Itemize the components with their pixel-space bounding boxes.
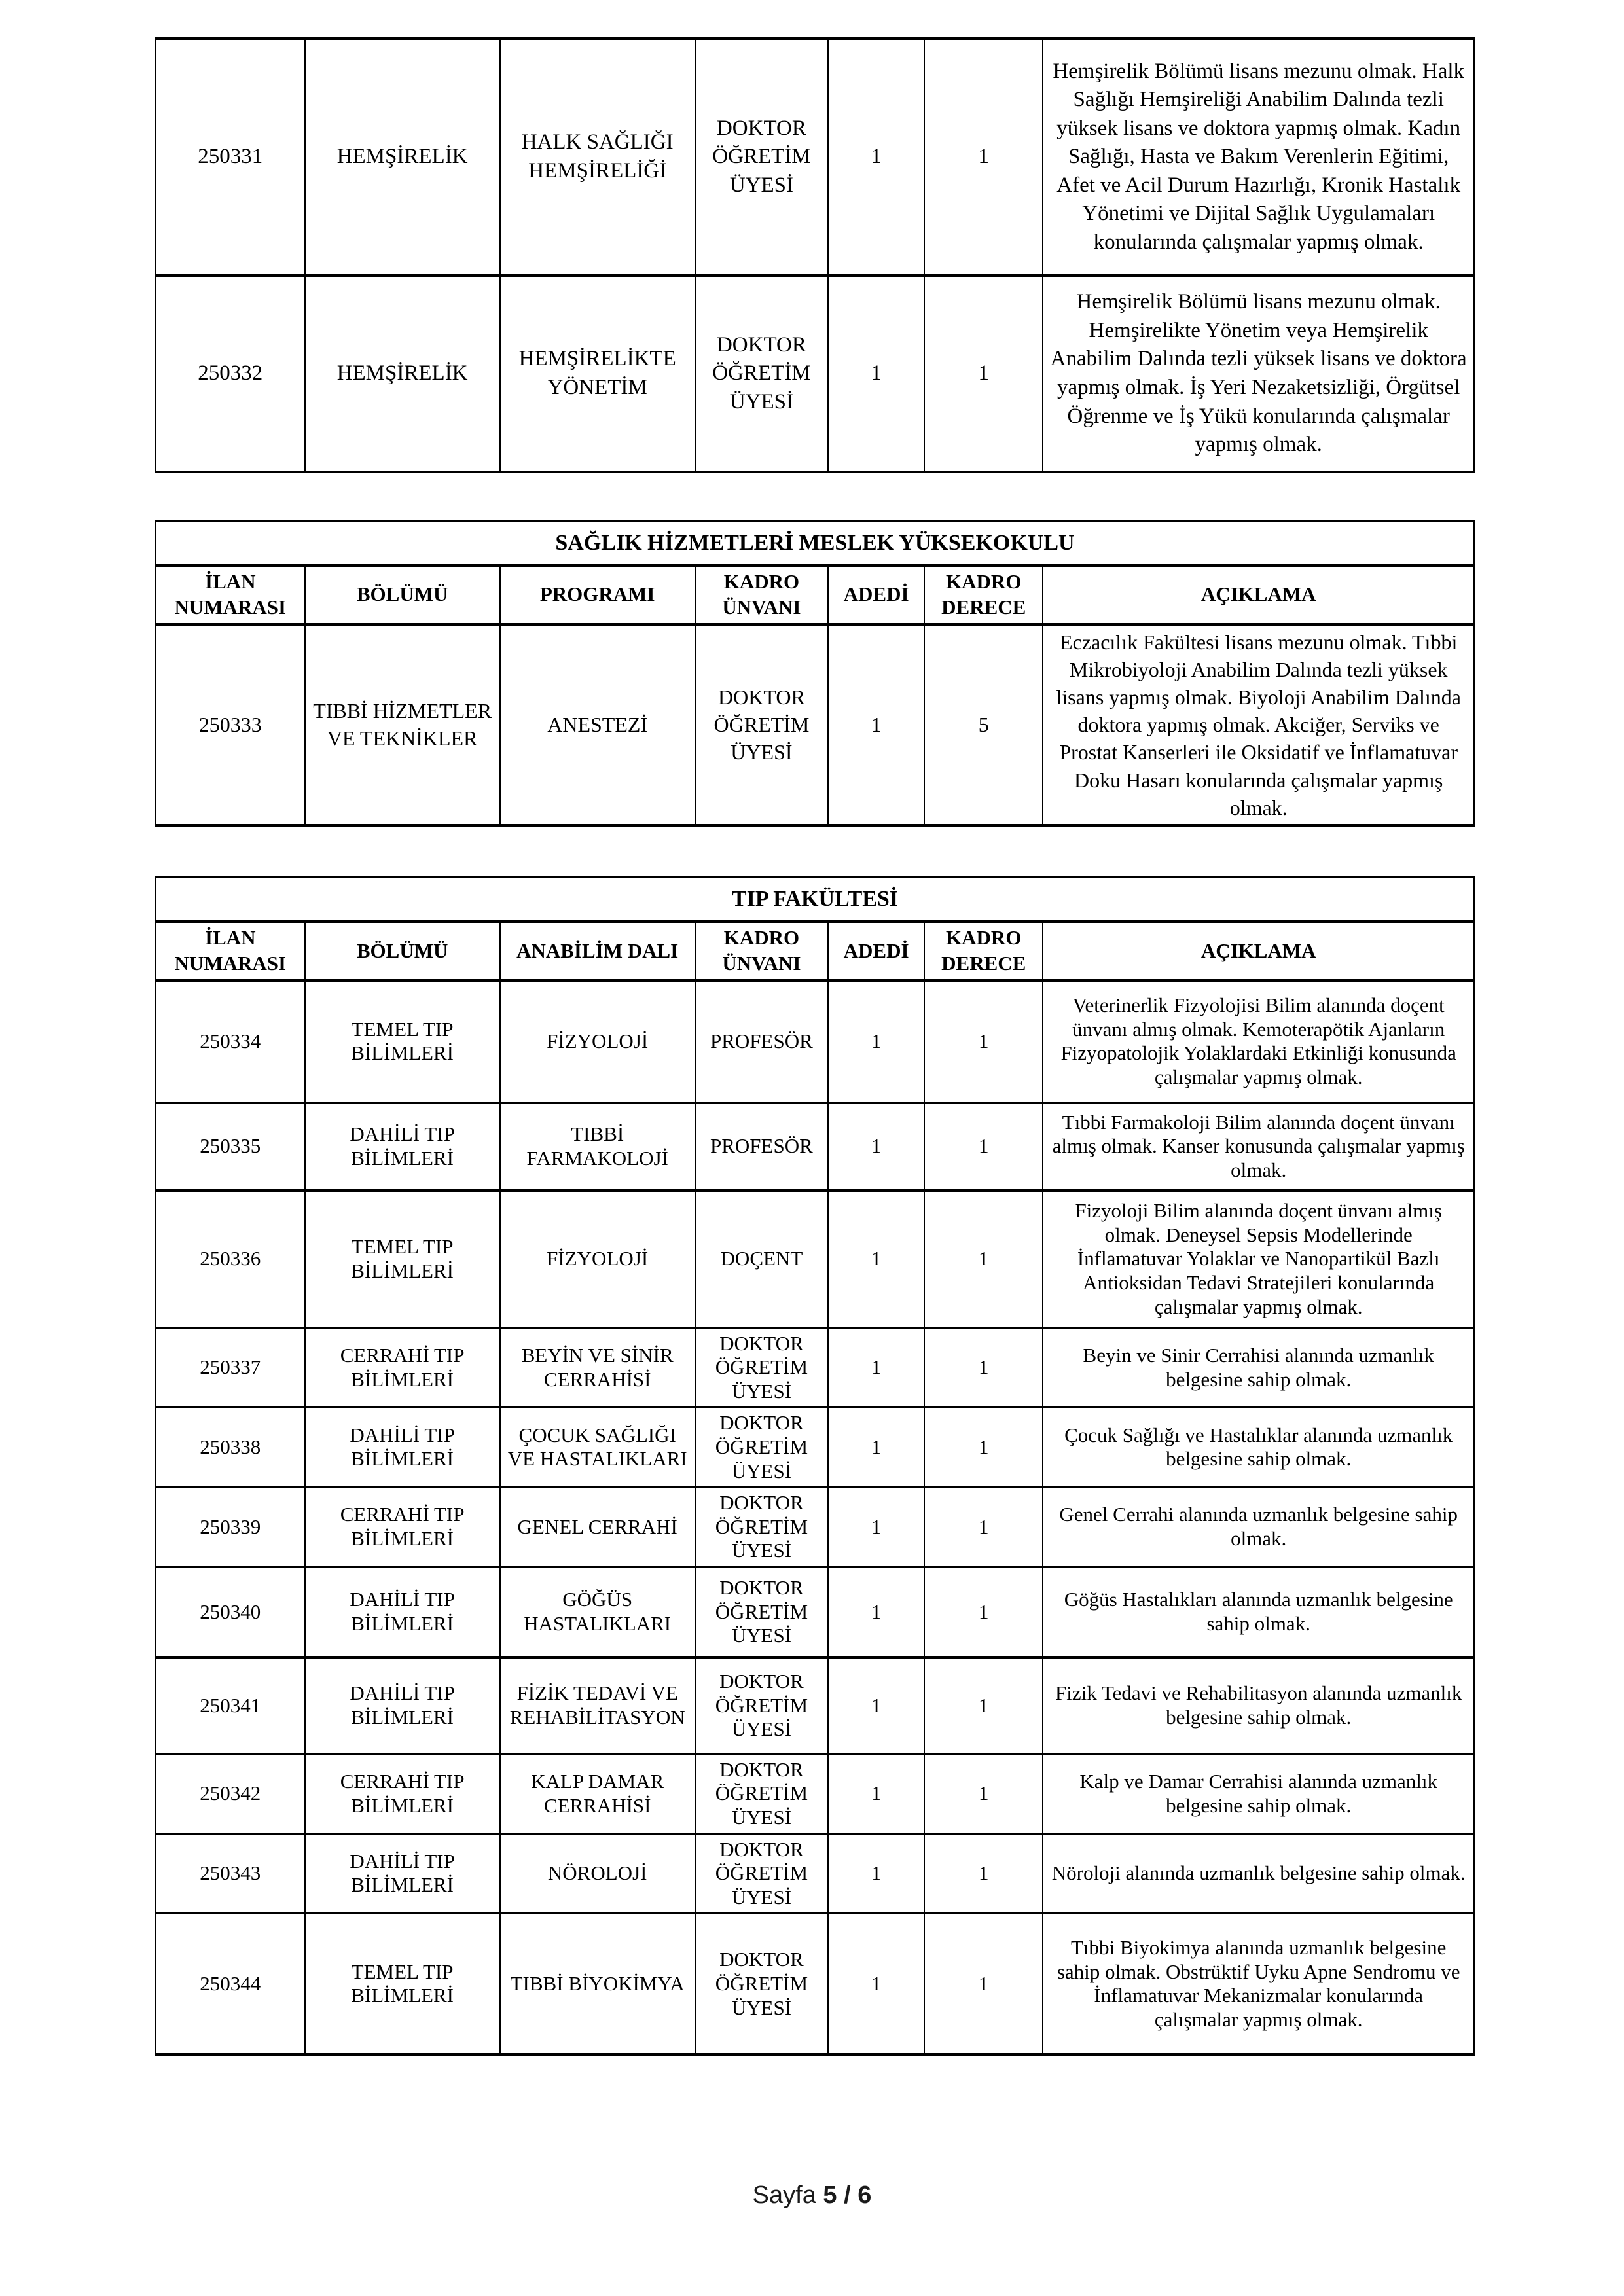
page-content bbox=[155, 37, 1475, 2056]
cell-kadro-derece: 1 bbox=[924, 1567, 1043, 1657]
cell-ilan-numarasi: 250344 bbox=[156, 1913, 305, 2054]
table-row bbox=[156, 1657, 1474, 1754]
cell-anabilim-dali: FİZYOLOJİ bbox=[500, 980, 695, 1103]
cell-ilan-numarasi: 250338 bbox=[156, 1407, 305, 1487]
cell-bolumu: CERRAHİ TIP BİLİMLERİ bbox=[305, 1487, 500, 1567]
header-cell-kadro-unvani: KADRO ÜNVANI bbox=[695, 922, 828, 980]
cell-aciklama: Veterinerlik Fizyolojisi Bilim alanında doçent ünvanı almış olmak. Kemoterapötik Ajanların Fizyopatolojik Yolaklardaki Etkinliği konusunda çalışmalar yapmış olmak. bbox=[1043, 980, 1474, 1103]
table-tip-fakultesi bbox=[155, 876, 1475, 2056]
cell-anabilim-dali: GÖĞÜS HASTALIKLARI bbox=[500, 1567, 695, 1657]
cell-aciklama: Tıbbi Biyokimya alanında uzmanlık belgesine sahip olmak. Obstrüktif Uyku Apne Sendromu ve İnflamatuvar Mekanizmalar konularında çalışmalar yapmış olmak. bbox=[1043, 1913, 1474, 2054]
table-row bbox=[156, 980, 1474, 1103]
cell-bolumu: HEMŞİRELİK bbox=[305, 39, 500, 276]
cell-adedi: 1 bbox=[828, 1487, 924, 1567]
cell-aciklama: Hemşirelik Bölümü lisans mezunu olmak. Hemşirelikte Yönetim veya Hemşirelik Anabilim Dalında tezli yüksek lisans ve doktora yapmış olmak. İş Yeri Nezaketsizliği, Örgütsel Öğrenme ve İş Yükü konularında çalışmalar yapmış olmak. bbox=[1043, 276, 1474, 472]
table-row bbox=[156, 1567, 1474, 1657]
cell-programi: HALK SAĞLIĞI HEMŞİRELİĞİ bbox=[500, 39, 695, 276]
cell-adedi: 1 bbox=[828, 276, 924, 472]
cell-aciklama: Hemşirelik Bölümü lisans mezunu olmak. Halk Sağlığı Hemşireliği Anabilim Dalında tezli yüksek lisans ve doktora yapmış olmak. Kadın Sağlığı, Hasta ve Bakım Verenlerin Eğitimi, Afet ve Acil Durum Hazırlığı, Kronik Hastalık Yönetimi ve Dijital Sağlık Uygulamaları konularında çalışmalar yapmış olmak. bbox=[1043, 39, 1474, 276]
table-header-row bbox=[156, 922, 1474, 980]
cell-anabilim-dali: FİZİK TEDAVİ VE REHABİLİTASYON bbox=[500, 1657, 695, 1754]
header-cell-adedi: ADEDİ bbox=[828, 922, 924, 980]
cell-kadro-unvani: DOKTOR ÖĞRETİM ÜYESİ bbox=[695, 1407, 828, 1487]
cell-kadro-unvani: DOKTOR ÖĞRETİM ÜYESİ bbox=[695, 624, 828, 826]
table-spacer bbox=[155, 827, 1475, 876]
table-row bbox=[156, 1103, 1474, 1191]
header-cell-programi: PROGRAMI bbox=[500, 565, 695, 624]
cell-kadro-unvani: DOÇENT bbox=[695, 1191, 828, 1328]
header-cell-ilan-numarasi: İLAN NUMARASI bbox=[156, 922, 305, 980]
cell-kadro-unvani: DOKTOR ÖĞRETİM ÜYESİ bbox=[695, 1567, 828, 1657]
cell-kadro-unvani: DOKTOR ÖĞRETİM ÜYESİ bbox=[695, 1657, 828, 1754]
cell-bolumu: CERRAHİ TIP BİLİMLERİ bbox=[305, 1754, 500, 1834]
cell-adedi: 1 bbox=[828, 39, 924, 276]
cell-adedi: 1 bbox=[828, 1328, 924, 1408]
cell-bolumu: TEMEL TIP BİLİMLERİ bbox=[305, 1191, 500, 1328]
cell-kadro-derece: 1 bbox=[924, 1328, 1043, 1408]
cell-aciklama: Fizyoloji Bilim alanında doçent ünvanı almış olmak. Deneysel Sepsis Modellerinde İnflamatuvar Yolaklar ve Nanopartikül Bazlı Antioksidan Tedavi Stratejileri konularında çalışmalar yapmış olmak. bbox=[1043, 1191, 1474, 1328]
cell-ilan-numarasi: 250341 bbox=[156, 1657, 305, 1754]
cell-ilan-numarasi: 250335 bbox=[156, 1103, 305, 1191]
cell-kadro-derece: 1 bbox=[924, 39, 1043, 276]
cell-bolumu: TEMEL TIP BİLİMLERİ bbox=[305, 980, 500, 1103]
cell-ilan-numarasi: 250334 bbox=[156, 980, 305, 1103]
table-continuation bbox=[155, 37, 1475, 473]
cell-kadro-unvani: DOKTOR ÖĞRETİM ÜYESİ bbox=[695, 39, 828, 276]
table-spacer bbox=[155, 473, 1475, 520]
table-saglik-hizmetleri-myo bbox=[155, 520, 1475, 827]
cell-aciklama: Genel Cerrahi alanında uzmanlık belgesine sahip olmak. bbox=[1043, 1487, 1474, 1567]
cell-kadro-derece: 1 bbox=[924, 1754, 1043, 1834]
cell-aciklama: Nöroloji alanında uzmanlık belgesine sahip olmak. bbox=[1043, 1834, 1474, 1914]
cell-kadro-unvani: PROFESÖR bbox=[695, 980, 828, 1103]
cell-bolumu: HEMŞİRELİK bbox=[305, 276, 500, 472]
table-row bbox=[156, 1328, 1474, 1408]
cell-kadro-unvani: DOKTOR ÖĞRETİM ÜYESİ bbox=[695, 1487, 828, 1567]
cell-ilan-numarasi: 250340 bbox=[156, 1567, 305, 1657]
cell-anabilim-dali: KALP DAMAR CERRAHİSİ bbox=[500, 1754, 695, 1834]
cell-anabilim-dali: NÖROLOJİ bbox=[500, 1834, 695, 1914]
cell-adedi: 1 bbox=[828, 1191, 924, 1328]
cell-anabilim-dali: ÇOCUK SAĞLIĞI VE HASTALIKLARI bbox=[500, 1407, 695, 1487]
cell-bolumu: DAHİLİ TIP BİLİMLERİ bbox=[305, 1407, 500, 1487]
footer-page-number: 5 / 6 bbox=[823, 2181, 872, 2209]
page-footer bbox=[0, 2181, 1624, 2210]
cell-bolumu: TEMEL TIP BİLİMLERİ bbox=[305, 1913, 500, 2054]
cell-kadro-unvani: PROFESÖR bbox=[695, 1103, 828, 1191]
cell-kadro-derece: 1 bbox=[924, 1913, 1043, 2054]
cell-adedi: 1 bbox=[828, 1754, 924, 1834]
cell-programi: ANESTEZİ bbox=[500, 624, 695, 826]
cell-programi: HEMŞİRELİKTE YÖNETİM bbox=[500, 276, 695, 472]
cell-aciklama: Göğüs Hastalıkları alanında uzmanlık belgesine sahip olmak. bbox=[1043, 1567, 1474, 1657]
table-row bbox=[156, 1407, 1474, 1487]
cell-kadro-unvani: DOKTOR ÖĞRETİM ÜYESİ bbox=[695, 276, 828, 472]
cell-kadro-unvani: DOKTOR ÖĞRETİM ÜYESİ bbox=[695, 1754, 828, 1834]
table-row bbox=[156, 1834, 1474, 1914]
table-row bbox=[156, 39, 1474, 276]
table-header-row bbox=[156, 565, 1474, 624]
table-row bbox=[156, 1487, 1474, 1567]
cell-aciklama: Beyin ve Sinir Cerrahisi alanında uzmanlık belgesine sahip olmak. bbox=[1043, 1328, 1474, 1408]
cell-ilan-numarasi: 250333 bbox=[156, 624, 305, 826]
cell-kadro-derece: 1 bbox=[924, 1191, 1043, 1328]
table-title-row bbox=[156, 877, 1474, 922]
footer-prefix: Sayfa bbox=[752, 2181, 823, 2209]
cell-ilan-numarasi: 250336 bbox=[156, 1191, 305, 1328]
cell-anabilim-dali: TIBBİ BİYOKİMYA bbox=[500, 1913, 695, 2054]
header-cell-kadro-unvani: KADRO ÜNVANI bbox=[695, 565, 828, 624]
cell-ilan-numarasi: 250343 bbox=[156, 1834, 305, 1914]
cell-aciklama: Eczacılık Fakültesi lisans mezunu olmak. Tıbbi Mikrobiyoloji Anabilim Dalında tezli yüksek lisans yapmış olmak. Biyoloji Anabilim Dalında doktora yapmış olmak. Akciğer, Serviks ve Prostat Kanserleri ile Oksidatif ve İnflamatuvar Doku Hasarı konularında çalışmalar yapmış olmak. bbox=[1043, 624, 1474, 826]
cell-adedi: 1 bbox=[828, 980, 924, 1103]
cell-anabilim-dali: FİZYOLOJİ bbox=[500, 1191, 695, 1328]
cell-kadro-derece: 1 bbox=[924, 276, 1043, 472]
header-cell-kadro-derece: KADRO DERECE bbox=[924, 922, 1043, 980]
cell-kadro-derece: 1 bbox=[924, 1834, 1043, 1914]
cell-kadro-unvani: DOKTOR ÖĞRETİM ÜYESİ bbox=[695, 1328, 828, 1408]
cell-adedi: 1 bbox=[828, 1567, 924, 1657]
cell-adedi: 1 bbox=[828, 1103, 924, 1191]
table-title: TIP FAKÜLTESİ bbox=[156, 877, 1474, 922]
header-cell-anabilim-dali: ANABİLİM DALI bbox=[500, 922, 695, 980]
table-row bbox=[156, 624, 1474, 826]
cell-ilan-numarasi: 250342 bbox=[156, 1754, 305, 1834]
cell-ilan-numarasi: 250337 bbox=[156, 1328, 305, 1408]
cell-adedi: 1 bbox=[828, 1657, 924, 1754]
cell-anabilim-dali: GENEL CERRAHİ bbox=[500, 1487, 695, 1567]
table-row bbox=[156, 1754, 1474, 1834]
header-cell-aciklama: AÇIKLAMA bbox=[1043, 565, 1474, 624]
cell-bolumu: DAHİLİ TIP BİLİMLERİ bbox=[305, 1657, 500, 1754]
cell-kadro-derece: 1 bbox=[924, 980, 1043, 1103]
cell-adedi: 1 bbox=[828, 1834, 924, 1914]
cell-aciklama: Çocuk Sağlığı ve Hastalıklar alanında uzmanlık belgesine sahip olmak. bbox=[1043, 1407, 1474, 1487]
cell-ilan-numarasi: 250339 bbox=[156, 1487, 305, 1567]
cell-adedi: 1 bbox=[828, 1407, 924, 1487]
cell-bolumu: DAHİLİ TIP BİLİMLERİ bbox=[305, 1567, 500, 1657]
cell-bolumu: DAHİLİ TIP BİLİMLERİ bbox=[305, 1103, 500, 1191]
cell-kadro-derece: 1 bbox=[924, 1657, 1043, 1754]
cell-bolumu: TIBBİ HİZMETLER VE TEKNİKLER bbox=[305, 624, 500, 826]
cell-kadro-derece: 5 bbox=[924, 624, 1043, 826]
table-title: SAĞLIK HİZMETLERİ MESLEK YÜKSEKOKULU bbox=[156, 521, 1474, 565]
cell-kadro-derece: 1 bbox=[924, 1407, 1043, 1487]
cell-ilan-numarasi: 250332 bbox=[156, 276, 305, 472]
header-cell-bolumu: BÖLÜMÜ bbox=[305, 565, 500, 624]
table-row bbox=[156, 1913, 1474, 2054]
header-cell-adedi: ADEDİ bbox=[828, 565, 924, 624]
cell-adedi: 1 bbox=[828, 624, 924, 826]
cell-bolumu: DAHİLİ TIP BİLİMLERİ bbox=[305, 1834, 500, 1914]
cell-anabilim-dali: BEYİN VE SİNİR CERRAHİSİ bbox=[500, 1328, 695, 1408]
cell-anabilim-dali: TIBBİ FARMAKOLOJİ bbox=[500, 1103, 695, 1191]
header-cell-bolumu: BÖLÜMÜ bbox=[305, 922, 500, 980]
cell-aciklama: Fizik Tedavi ve Rehabilitasyon alanında uzmanlık belgesine sahip olmak. bbox=[1043, 1657, 1474, 1754]
cell-bolumu: CERRAHİ TIP BİLİMLERİ bbox=[305, 1328, 500, 1408]
header-cell-ilan-numarasi: İLAN NUMARASI bbox=[156, 565, 305, 624]
cell-kadro-derece: 1 bbox=[924, 1103, 1043, 1191]
table-title-row bbox=[156, 521, 1474, 565]
header-cell-kadro-derece: KADRO DERECE bbox=[924, 565, 1043, 624]
cell-kadro-unvani: DOKTOR ÖĞRETİM ÜYESİ bbox=[695, 1834, 828, 1914]
cell-adedi: 1 bbox=[828, 1913, 924, 2054]
cell-aciklama: Kalp ve Damar Cerrahisi alanında uzmanlık belgesine sahip olmak. bbox=[1043, 1754, 1474, 1834]
cell-aciklama: Tıbbi Farmakoloji Bilim alanında doçent ünvanı almış olmak. Kanser konusunda çalışmalar yapmış olmak. bbox=[1043, 1103, 1474, 1191]
table-row bbox=[156, 1191, 1474, 1328]
cell-kadro-unvani: DOKTOR ÖĞRETİM ÜYESİ bbox=[695, 1913, 828, 2054]
cell-kadro-derece: 1 bbox=[924, 1487, 1043, 1567]
header-cell-aciklama: AÇIKLAMA bbox=[1043, 922, 1474, 980]
cell-ilan-numarasi: 250331 bbox=[156, 39, 305, 276]
table-row bbox=[156, 276, 1474, 472]
